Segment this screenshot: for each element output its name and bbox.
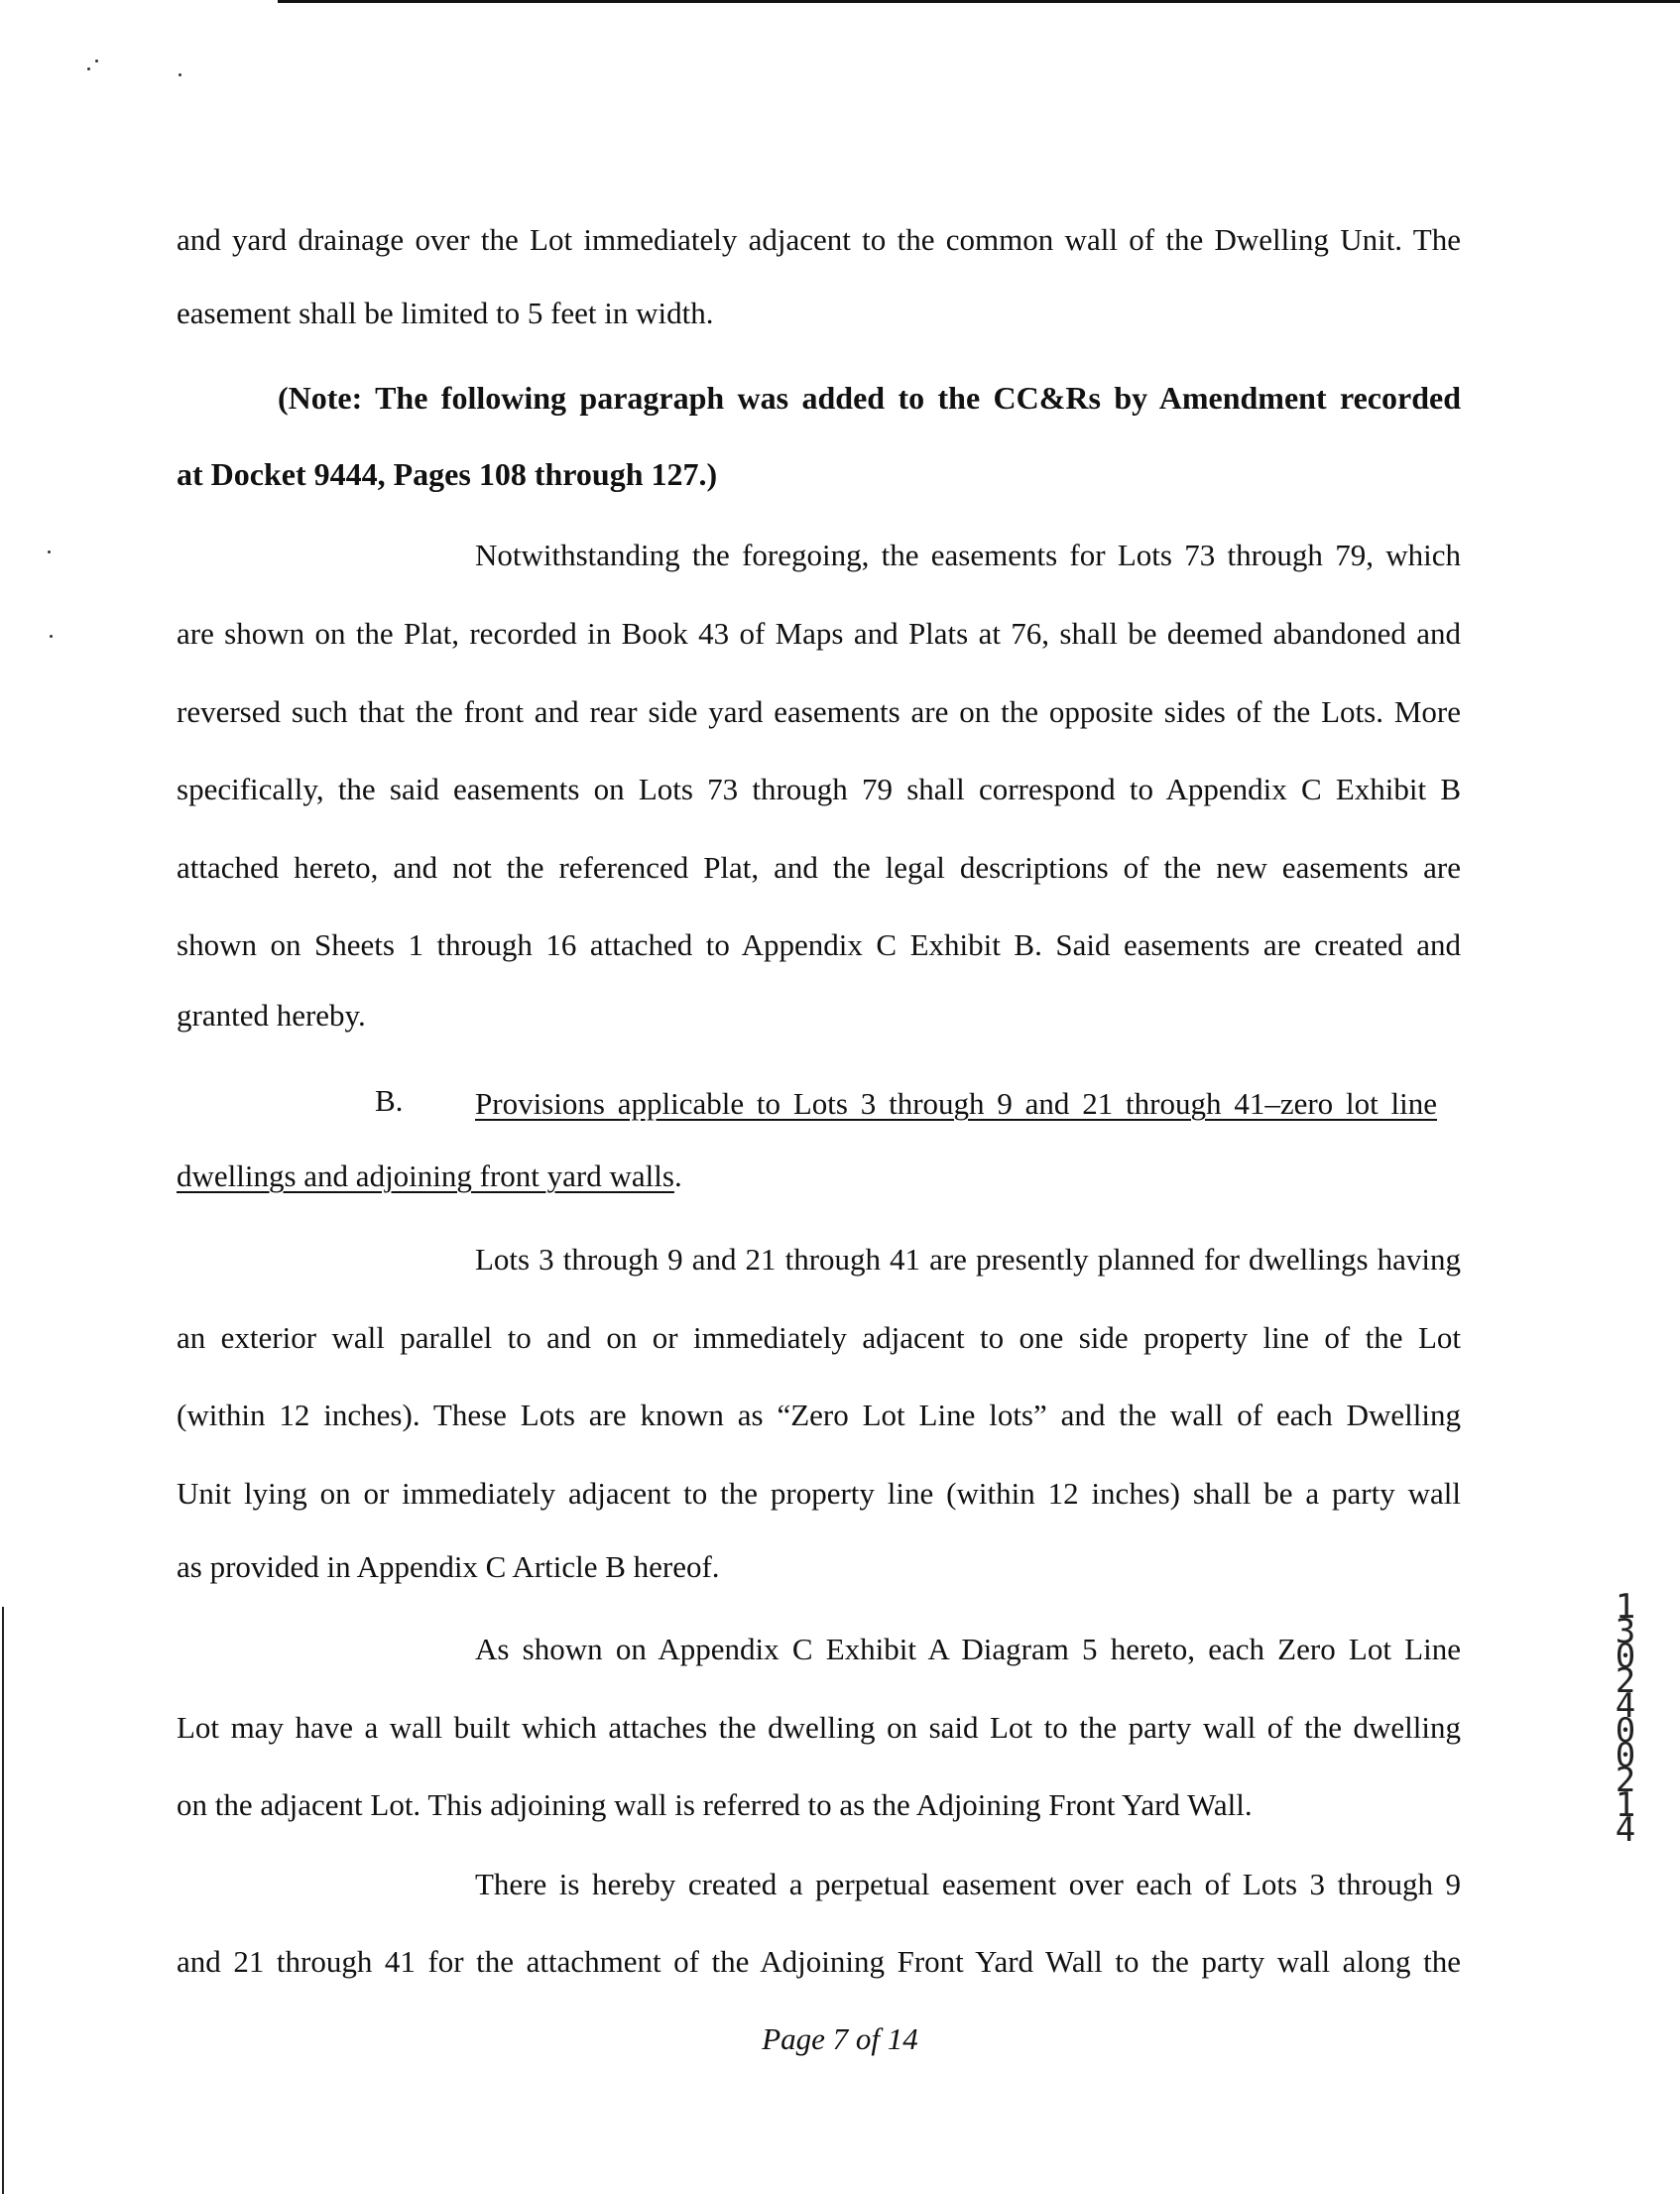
paragraph-4-line-1: As shown on Appendix C Exhibit A Diagram 5 hereto, each Zero Lot Line [475, 1632, 1461, 1666]
paragraph-3-line-5: as provided in Appendix C Article B hereof. [177, 1549, 720, 1584]
amendment-note-line-1: (Note: The following paragraph was added to the CC&Rs by Amendment recorded [278, 380, 1461, 416]
scan-left-rule [2, 1607, 4, 2194]
paragraph-4-line-2: Lot may have a wall built which attaches the dwelling on said Lot to the party wall of the dwelling [177, 1710, 1461, 1745]
scan-speck [95, 60, 98, 62]
paragraph-3-line-4: Unit lying on or immediately adjacent to the property line (within 12 inches) shall be a party wall [177, 1476, 1461, 1511]
scan-speck [50, 635, 53, 638]
paragraph-5-line-1: There is hereby created a perpetual easement over each of Lots 3 through 9 [475, 1867, 1461, 1901]
section-b-label: B. [375, 1083, 404, 1118]
scan-speck [87, 67, 90, 70]
paragraph-2-line-2: are shown on the Plat, recorded in Book 43 of Maps and Plats at 76, shall be deemed abandoned and [177, 616, 1461, 651]
section-b-heading-text-1: Provisions applicable to Lots 3 through 9 and 21 through 41–zero lot line [475, 1086, 1437, 1121]
paragraph-2-line-3: reversed such that the front and rear side yard easements are on the opposite sides of the Lots. More [177, 694, 1461, 729]
paragraph-1-line-1: and yard drainage over the Lot immediately adjacent to the common wall of the Dwelling Unit. The [177, 222, 1461, 257]
paragraph-3-line-1: Lots 3 through 9 and 21 through 41 are presently planned for dwellings having [475, 1242, 1461, 1277]
scan-speck [48, 550, 51, 553]
section-b-heading-line-1 [475, 1084, 1437, 1124]
scan-top-rule [278, 0, 1680, 3]
paragraph-5-line-2: and 21 through 41 for the attachment of the Adjoining Front Yard Wall to the party wall along the [177, 1944, 1461, 1979]
paragraph-4-line-3: on the adjacent Lot. This adjoining wall is referred to as the Adjoining Front Yard Wall. [177, 1787, 1253, 1822]
paragraph-2-line-1: Notwithstanding the foregoing, the easements for Lots 73 through 79, which [475, 538, 1461, 572]
docket-margin-stamp: 13024 00214 [1615, 1587, 1636, 1850]
paragraph-2-line-4: specifically, the said easements on Lots 73 through 79 shall correspond to Appendix C Exhibit B [177, 772, 1461, 806]
paragraph-1-line-2: easement shall be limited to 5 feet in width. [177, 296, 714, 330]
paragraph-2-line-5: attached hereto, and not the referenced Plat, and the legal descriptions of the new easements are [177, 850, 1461, 885]
paragraph-2-line-7: granted hereby. [177, 998, 366, 1033]
paragraph-3-line-3: (within 12 inches). These Lots are known as “Zero Lot Line lots” and the wall of each Dwelling [177, 1398, 1461, 1432]
section-b-heading-text-2: dwellings and adjoining front yard walls [177, 1158, 674, 1193]
amendment-note-line-2: at Docket 9444, Pages 108 through 127.) [177, 456, 718, 492]
section-b-heading-period: . [673, 1158, 682, 1193]
section-b-heading-line-2 [177, 1157, 1461, 1196]
paragraph-3-line-2: an exterior wall parallel to and on or immediately adjacent to one side property line of the Lot [177, 1320, 1461, 1355]
page-number-footer: Page 7 of 14 [762, 2021, 918, 2056]
scan-speck [179, 73, 181, 76]
paragraph-2-line-6: shown on Sheets 1 through 16 attached to Appendix C Exhibit B. Said easements are created and [177, 927, 1461, 962]
